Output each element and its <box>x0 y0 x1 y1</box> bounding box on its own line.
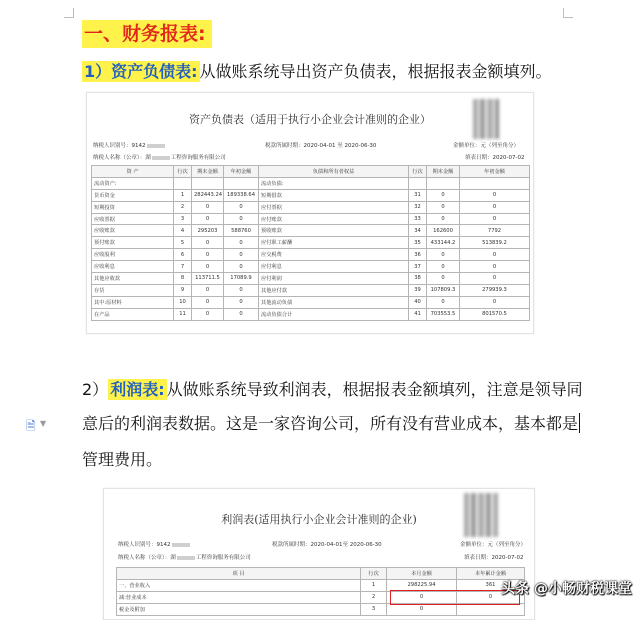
bs-cell: 107809.3 <box>427 284 460 296</box>
is-cell: 0 <box>457 591 525 603</box>
bs-taxpayer-id-row <box>93 141 166 149</box>
bs-cell: 11 <box>174 308 192 320</box>
is-cell: 298225.94 <box>387 579 457 591</box>
is-cell: 361 <box>457 579 525 591</box>
bs-cell: 37 <box>409 261 427 273</box>
table-row <box>92 284 530 296</box>
bs-cell: 34 <box>409 225 427 237</box>
item2-label: 利润表: <box>110 380 165 399</box>
bs-cell: 0 <box>460 273 530 285</box>
bs-cell <box>192 177 224 189</box>
section-heading: 一、财务报表: <box>82 20 212 48</box>
bs-cell: 应交税费 <box>259 249 409 261</box>
bs-cell: 31 <box>409 189 427 201</box>
bs-cell: 应收账款 <box>92 225 174 237</box>
bs-cell: 0 <box>224 237 259 249</box>
bs-taxpayer-id: 纳税人识别号：9142 <box>93 143 146 149</box>
bs-cell: 0 <box>192 201 224 213</box>
bs-cell: 0 <box>460 201 530 213</box>
bs-cell: 其他流动负债 <box>259 296 409 308</box>
bs-cell: 在产品 <box>92 308 174 320</box>
bs-cell: 应收利息 <box>92 261 174 273</box>
bs-cell: 0 <box>427 261 460 273</box>
bs-cell: 0 <box>224 261 259 273</box>
bs-period: 税款所属时期：2020-04-01 至 2020-06-30 <box>265 143 377 149</box>
is-company-suffix: 工程咨询服务有限公司 <box>195 555 251 561</box>
bs-cell <box>427 177 460 189</box>
is-cell: 2 <box>361 591 387 603</box>
bs-cell: 0 <box>224 201 259 213</box>
table-row <box>92 237 530 249</box>
bs-cell: 0 <box>427 213 460 225</box>
balance-sheet-image <box>86 92 534 334</box>
is-cell: 0 <box>387 603 457 615</box>
bs-cell: 应付账款 <box>259 213 409 225</box>
bs-cell: 0 <box>427 189 460 201</box>
bs-cell: 0 <box>192 249 224 261</box>
bs-cell: 588760 <box>224 225 259 237</box>
bs-cell: 其他应付款 <box>259 284 409 296</box>
bs-cell: 162600 <box>427 225 460 237</box>
bs-cell: 2 <box>174 201 192 213</box>
table-row <box>92 225 530 237</box>
blurred-stamp <box>473 99 499 139</box>
bs-cell: 3 <box>174 213 192 225</box>
is-header-cell: 本月金额 <box>387 568 457 580</box>
is-company-row <box>118 553 251 561</box>
bs-cell: 5 <box>174 237 192 249</box>
bs-cell: 0 <box>427 249 460 261</box>
is-cell: 1 <box>361 579 387 591</box>
bs-cell: 0 <box>192 284 224 296</box>
item2-line3: 管理费用。 <box>82 450 163 469</box>
bs-cell: 8 <box>174 273 192 285</box>
bs-cell: 预付账款 <box>92 237 174 249</box>
is-cell: 3 <box>361 603 387 615</box>
bs-cell: 32 <box>409 201 427 213</box>
bs-header-cell: 期末金额 <box>192 166 224 178</box>
balance-sheet-table <box>91 165 530 321</box>
bs-cell: 801570.5 <box>460 308 530 320</box>
table-row <box>92 189 530 201</box>
bs-cell: 33 <box>409 213 427 225</box>
table-row <box>92 249 530 261</box>
is-cell: 0 <box>387 591 457 603</box>
bs-cell: 0 <box>460 296 530 308</box>
bs-cell: 282443.24 <box>192 189 224 201</box>
is-header-cell: 项 目 <box>117 568 361 580</box>
table-row <box>92 308 530 320</box>
bs-cell: 流动负债: <box>259 177 409 189</box>
is-period: 税款所属时期：2020-04-01至 2020-06-30 <box>272 542 382 548</box>
item1-paragraph <box>82 60 552 84</box>
is-unit: 金额单位：元（列至角分） <box>460 542 527 548</box>
bs-company-suffix: 工程咨询服务有限公司 <box>170 155 226 161</box>
is-cell: 税金及附加 <box>117 603 361 615</box>
bs-header-cell: 年初金额 <box>224 166 259 178</box>
bs-cell: 4 <box>174 225 192 237</box>
bs-cell: 0 <box>460 213 530 225</box>
balance-sheet-title: 资产负债表（适用于执行小企业会计准则的企业） <box>189 113 431 126</box>
item2-line2-text: 意后的利润表数据。这是一家咨询公司，所有没有营业成本，基本都是 <box>82 414 579 433</box>
table-row <box>92 177 530 189</box>
is-company: 纳税人名称（公章）：湖 <box>118 555 176 561</box>
bs-cell <box>460 177 530 189</box>
bs-header-cell: 行次 <box>409 166 427 178</box>
bs-cell: 应收股利 <box>92 249 174 261</box>
bs-cell: 6 <box>174 249 192 261</box>
bs-cell: 其他应收款 <box>92 273 174 285</box>
bs-cell: 应付职工薪酬 <box>259 237 409 249</box>
income-statement-title: 利润表(适用执行小企业会计准则的企业) <box>221 513 417 526</box>
is-redacted-id <box>172 543 190 547</box>
is-fill-date: 填表日期：2020-07-02 <box>464 555 524 561</box>
bs-cell: 短期投资 <box>92 201 174 213</box>
bs-cell: 应付票据 <box>259 201 409 213</box>
paragraph-options-icon[interactable]: 🗎 <box>26 419 36 433</box>
bs-cell: 0 <box>192 308 224 320</box>
bs-cell: 0 <box>460 261 530 273</box>
bs-cell: 38 <box>409 273 427 285</box>
is-cell: 减:营业成本 <box>117 591 361 603</box>
bs-cell: 41 <box>409 308 427 320</box>
bs-cell: 其中:原材料 <box>92 296 174 308</box>
bs-cell: 0 <box>460 249 530 261</box>
bs-cell: 0 <box>192 237 224 249</box>
item1-label: 1）资产负债表: <box>84 62 198 81</box>
page-corner-mark-left <box>64 8 74 18</box>
bs-cell <box>409 177 427 189</box>
watermark: 头条 @小畅财税课堂 <box>501 581 632 597</box>
bs-cell: 0 <box>427 296 460 308</box>
bs-cell: 应付利润 <box>259 273 409 285</box>
bs-company-row <box>93 153 226 161</box>
bs-cell: 应收票据 <box>92 213 174 225</box>
bs-cell: 7 <box>174 261 192 273</box>
bs-cell: 0 <box>192 213 224 225</box>
is-header-cell: 本年累计金额 <box>457 568 525 580</box>
bs-fill-date: 填表日期：2020-07-02 <box>465 155 525 161</box>
is-header-cell: 行次 <box>361 568 387 580</box>
bs-cell: 17089.9 <box>224 273 259 285</box>
bs-header-cell: 负债和所有者权益 <box>259 166 409 178</box>
table-row <box>92 273 530 285</box>
bs-cell: 703553.5 <box>427 308 460 320</box>
bs-cell: 0 <box>224 296 259 308</box>
chevron-down-icon[interactable]: ▼ <box>40 419 47 428</box>
table-row <box>92 261 530 273</box>
bs-cell: 0 <box>224 249 259 261</box>
bs-cell <box>224 177 259 189</box>
bs-cell: 流动负债合计 <box>259 308 409 320</box>
bs-unit: 金额单位：元（列至角分） <box>453 143 520 149</box>
bs-company: 纳税人名称（公章）：湖 <box>93 155 151 161</box>
table-row <box>92 213 530 225</box>
bs-cell: 0 <box>192 261 224 273</box>
bs-redacted-company <box>152 156 170 160</box>
is-taxpayer-id: 纳税人识别号：9142 <box>118 542 171 548</box>
bs-cell: 35 <box>409 237 427 249</box>
bs-cell: 113711.5 <box>192 273 224 285</box>
page-corner-mark-right <box>563 8 573 18</box>
bs-cell: 36 <box>409 249 427 261</box>
bs-cell: 295203 <box>192 225 224 237</box>
bs-cell: 513839.2 <box>460 237 530 249</box>
text-cursor <box>579 413 580 433</box>
bs-cell: 40 <box>409 296 427 308</box>
bs-cell: 10 <box>174 296 192 308</box>
bs-cell: 433144.2 <box>427 237 460 249</box>
bs-cell: 1 <box>174 189 192 201</box>
bs-cell: 9 <box>174 284 192 296</box>
bs-cell: 0 <box>427 201 460 213</box>
bs-header-cell: 行次 <box>174 166 192 178</box>
bs-cell: 0 <box>427 273 460 285</box>
table-row <box>92 201 530 213</box>
item2-line1 <box>82 378 583 402</box>
bs-redacted-id <box>147 144 165 148</box>
table-row <box>92 296 530 308</box>
is-cell: 一、营业收入 <box>117 579 361 591</box>
blurred-stamp-2 <box>464 493 498 537</box>
bs-cell: 39 <box>409 284 427 296</box>
item2-line2 <box>82 412 580 436</box>
item2-number: 2） <box>82 380 109 399</box>
bs-cell: 7792 <box>460 225 530 237</box>
bs-cell: 货币资金 <box>92 189 174 201</box>
bs-cell: 0 <box>192 296 224 308</box>
bs-header-cell: 期末金额 <box>427 166 460 178</box>
bs-cell: 189338.64 <box>224 189 259 201</box>
bs-cell: 0 <box>460 189 530 201</box>
bs-cell: 流动资产: <box>92 177 174 189</box>
is-taxpayer-id-row <box>118 540 191 548</box>
bs-cell: 0 <box>224 213 259 225</box>
bs-cell: 应付利息 <box>259 261 409 273</box>
item2-line1-text: 从做账系统导致利润表，根据报表金额填列，注意是领导同 <box>166 380 583 399</box>
bs-cell: 短期借款 <box>259 189 409 201</box>
bs-cell: 存货 <box>92 284 174 296</box>
bs-cell: 0 <box>224 284 259 296</box>
bs-cell: 279939.3 <box>460 284 530 296</box>
item1-text: 从做账系统导出资产负债表，根据报表金额填列。 <box>199 62 552 81</box>
bs-cell: 预收账款 <box>259 225 409 237</box>
bs-header-cell: 年初金额 <box>460 166 530 178</box>
bs-cell <box>174 177 192 189</box>
bs-header-cell: 资 产 <box>92 166 174 178</box>
bs-cell: 0 <box>224 308 259 320</box>
is-redacted-company <box>177 556 195 560</box>
